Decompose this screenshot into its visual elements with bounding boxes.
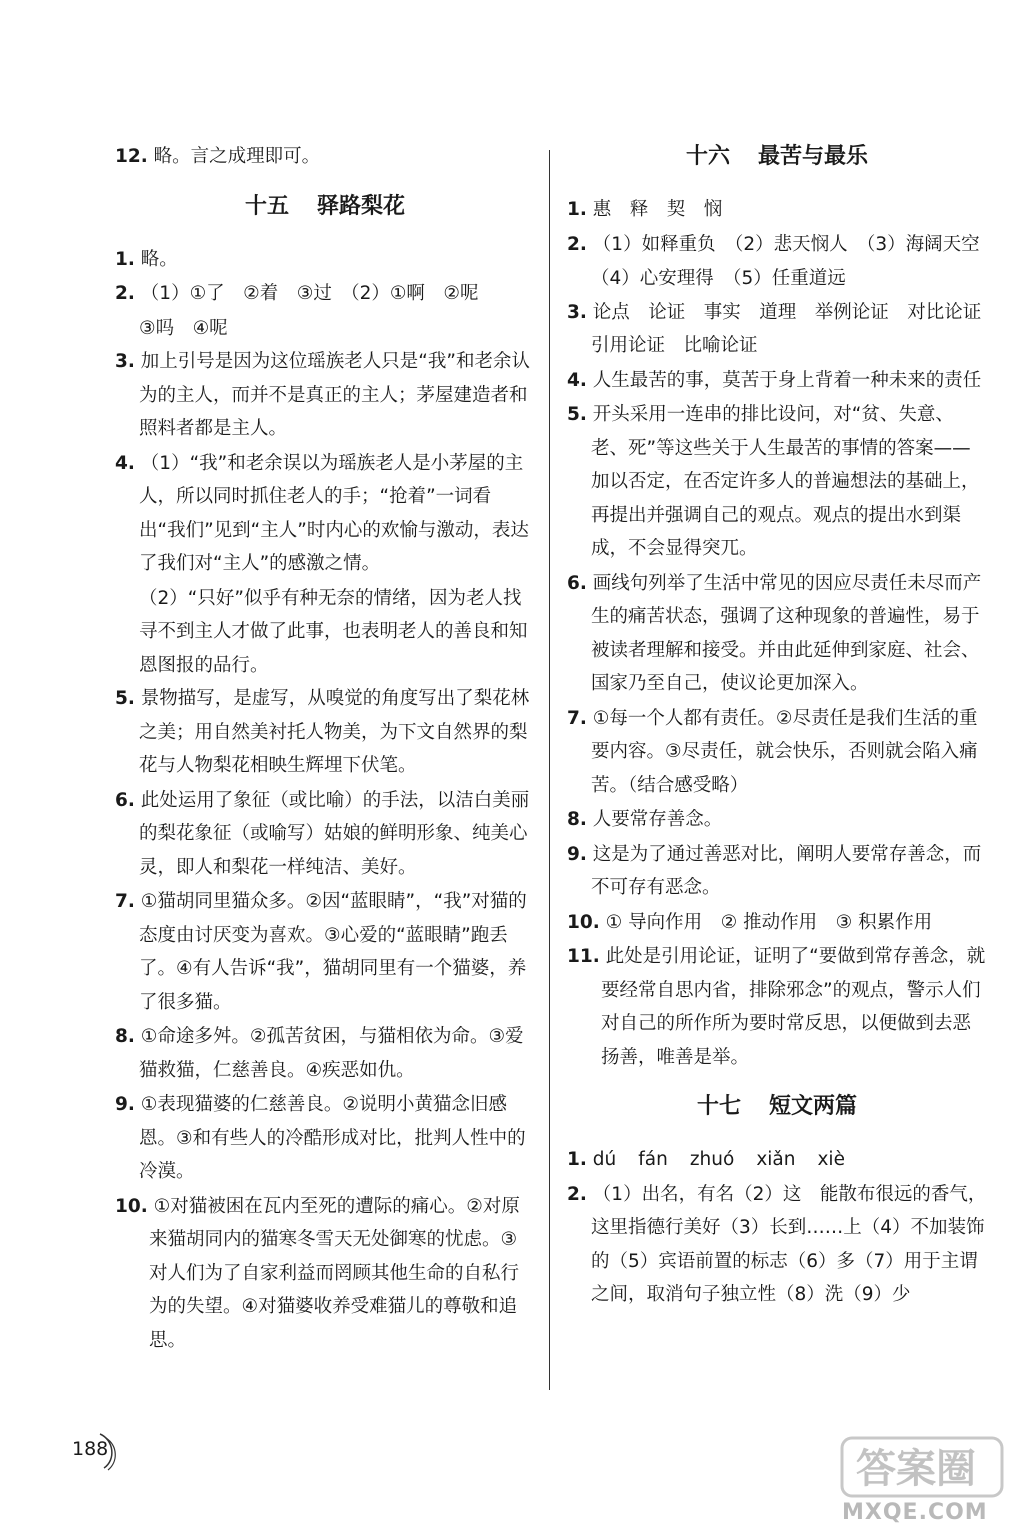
item-number: 12.: [115, 146, 148, 167]
answer-item: [115, 885, 535, 1019]
answer-item: [567, 838, 987, 905]
watermark-logo: [838, 1428, 1018, 1528]
item-number: 9.: [115, 1094, 135, 1115]
item-text: 略。言之成理即可。: [153, 146, 321, 167]
answer-item: [567, 906, 987, 940]
item-number: 5.: [115, 688, 135, 709]
section-heading-15: [115, 190, 535, 223]
item-number: 2.: [567, 1183, 587, 1205]
answer-item: [567, 296, 1000, 363]
item-text: （4）心安理得 （5）任重道远: [591, 268, 846, 289]
section-17-items: [567, 1178, 987, 1312]
item-number: 1.: [567, 199, 587, 220]
pinyin-list: [593, 1149, 867, 1170]
answer-subitem: [567, 262, 987, 296]
item-number: 4.: [115, 452, 135, 474]
item-text: （1）出名，有名（2）这 能散布很远的香气，这里指德行美好（3）长到……上（4）不加装饰的（5）宾语前置的标志（6）多（7）用于主谓之间，取消句子独立性（8）洗（9）少: [591, 1183, 987, 1305]
item-text: 加上引号是因为这位瑶族老人只是“我”和老余认为的主人，而并不是真正的主人；茅屋建造者和照料者都是主人。: [139, 351, 530, 439]
answer-item: [567, 940, 987, 1074]
column-divider: [549, 150, 550, 1390]
answer-item: [115, 243, 535, 277]
item-number: 8.: [567, 809, 587, 830]
item-text: 人要常存善念。: [592, 809, 723, 830]
item-number: 1.: [567, 1149, 587, 1170]
left-column: [115, 140, 535, 1358]
item-text: 惠 释 契 悯: [592, 199, 723, 220]
section-15-items: [115, 243, 535, 1358]
section-heading-17: [567, 1090, 987, 1123]
section-title: 最苦与最乐: [758, 144, 869, 169]
item-number: 5.: [567, 404, 587, 425]
item-number: 9.: [567, 843, 587, 865]
answer-item: [115, 277, 535, 311]
item-text: （1）如释重负 （2）悲天悯人 （3）海阔天空: [592, 233, 980, 255]
answer-subitem: [115, 312, 535, 346]
answer-item: [567, 1143, 987, 1177]
answer-item: [115, 1020, 535, 1087]
answer-item: [567, 364, 987, 398]
answer-item: [567, 567, 987, 701]
answer-item: [567, 1178, 987, 1312]
answer-item: [567, 803, 987, 837]
pinyin: zhuó: [689, 1149, 735, 1170]
watermark-url: MXQE.COM: [842, 1500, 988, 1525]
pinyin: dú: [592, 1149, 617, 1170]
item-number: 2.: [115, 283, 135, 304]
answer-item: [567, 398, 987, 566]
section-heading-16: [567, 140, 987, 173]
answer-item: [115, 345, 535, 446]
item-text: 略。: [140, 248, 178, 270]
item-number: 7.: [115, 891, 135, 912]
item-number: 3.: [115, 351, 135, 372]
item-number: 8.: [115, 1026, 135, 1047]
pinyin: xiǎn: [756, 1149, 796, 1170]
item-number: 6.: [115, 789, 135, 811]
item-text: 这是为了通过善恶对比，阐明人要常存善念，而不可存有恶念。: [591, 843, 982, 898]
item-text: （1）“我”和老余误以为瑶族老人是小茅屋的主人，所以同时抓住老人的手；“抢着”一词看出“我们”见到“主人”时内心的欢愉与激动，表达了我们对“主人”的感激之情。: [139, 452, 529, 574]
answer-subitem: [115, 582, 535, 683]
item-number: 6.: [567, 572, 587, 594]
answer-item: [567, 702, 987, 803]
watermark-graphic-icon: [838, 1428, 1018, 1503]
right-column: [567, 140, 1000, 1313]
answer-item: [115, 447, 535, 581]
watermark-logo-text: 答案圈: [856, 1446, 976, 1492]
item-text: （2）“只好”似乎有种无奈的情绪，因为老人找寻不到主人才做了此事，也表明老人的善良和知恩图报的品行。: [139, 587, 528, 676]
section-number: 十六: [685, 144, 730, 169]
item-text: ①对猫被困在瓦内至死的遭际的痛心。②对原来猫胡同内的猫寒冬雪天无处御寒的忧虑。③对人们为了自家利益而罔顾其他生命的自私行为的失望。④对猫婆收养受难猫儿的尊敬和追思。: [149, 1195, 520, 1351]
item-text: 此处运用了象征（或比喻）的手法，以洁白美丽的梨花象征（或喻写）姑娘的鲜明形象、纯美心灵，即人和梨花一样纯洁、美好。: [139, 789, 530, 878]
item-number: 3.: [567, 301, 587, 323]
pinyin: fán: [638, 1149, 668, 1170]
answer-item: [115, 682, 535, 783]
item-number: 10.: [115, 1195, 148, 1217]
item-text: ①猫胡同里猫众多。②因“蓝眼睛”，“我”对猫的态度由讨厌变为喜欢。③心爱的“蓝眼睛”跑丢了。④有人告诉“我”，猫胡同里有一个猫婆，养了很多猫。: [139, 891, 527, 1013]
item-text: ③吗 ④呢: [139, 317, 228, 339]
item-text: （1）①了 ②着 ③过 （2）①啊 ②呢: [140, 283, 479, 304]
section-number: 十七: [696, 1094, 741, 1119]
answer-item: [115, 784, 535, 885]
item-number: 11.: [567, 946, 600, 967]
item-number: 1.: [115, 248, 135, 270]
item-text: 景物描写，是虚写，从嗅觉的角度写出了梨花林之美；用自然美衬托人物美，为下文自然界的梨花与人物梨花相映生辉埋下伏笔。: [139, 688, 530, 776]
page-number: 188: [72, 1438, 109, 1460]
answer-item: [567, 193, 987, 227]
section-title: 驿路梨花: [317, 193, 406, 219]
item-text: 此处是引用论证，证明了“要做到常存善念，就要经常自思内省，排除邪念”的观点，警示人们对自己的所作所为要时常反思，以便做到去恶扬善，唯善是举。: [601, 946, 986, 1068]
item-number: 7.: [567, 707, 587, 729]
item-text: ①每一个人都有责任。②尽责任是我们生活的重要内容。③尽责任，就会快乐，否则就会陷入痛苦。（结合感受略）: [591, 707, 978, 796]
answer-item: [115, 140, 535, 174]
item-text: ①命途多舛。②孤苦贫困，与猫相依为命。③爱猫救猫，仁慈善良。④疾恶如仇。: [139, 1026, 524, 1081]
answer-item: [567, 228, 987, 262]
answer-item: [115, 1088, 535, 1189]
item-number: 2.: [567, 233, 587, 255]
item-text: 画线句列举了生活中常见的因应尽责任未尽而产生的痛苦状态，强调了这种现象的普遍性，易于被读者理解和接受。并由此延伸到家庭、社会、国家乃至自己，使议论更加深入。: [591, 572, 982, 694]
answer-item: [115, 1190, 535, 1358]
section-title: 短文两篇: [769, 1094, 858, 1119]
item-text: 开头采用一连串的排比设问，对“贫、失意、老、死”等这些关于人生最苦的事情的答案——加以否定，在否定许多人的普遍想法的基础上，再提出并强调自己的观点。观点的提出水到渠成，不会显得突兀。: [591, 404, 980, 559]
item-text: 论点 论证 事实 道理 举例论证 对比论证 引用论证 比喻论证: [591, 301, 1000, 356]
item-text: ① 导向作用 ② 推动作用 ③ 积累作用: [605, 911, 933, 933]
item-text: 人生最苦的事，莫苦于身上背着一种未来的责任: [592, 369, 982, 391]
pinyin: xiè: [817, 1149, 845, 1170]
item-number: 10.: [567, 911, 600, 933]
page-number-badge: [70, 1430, 114, 1470]
section-number: 十五: [244, 193, 289, 219]
item-number: 4.: [567, 369, 587, 391]
section-16-items: [567, 193, 1000, 1074]
item-text: ①表现猫婆的仁慈善良。②说明小黄猫念旧感恩。③和有些人的冷酷形成对比，批判人性中的冷漠。: [139, 1094, 526, 1182]
